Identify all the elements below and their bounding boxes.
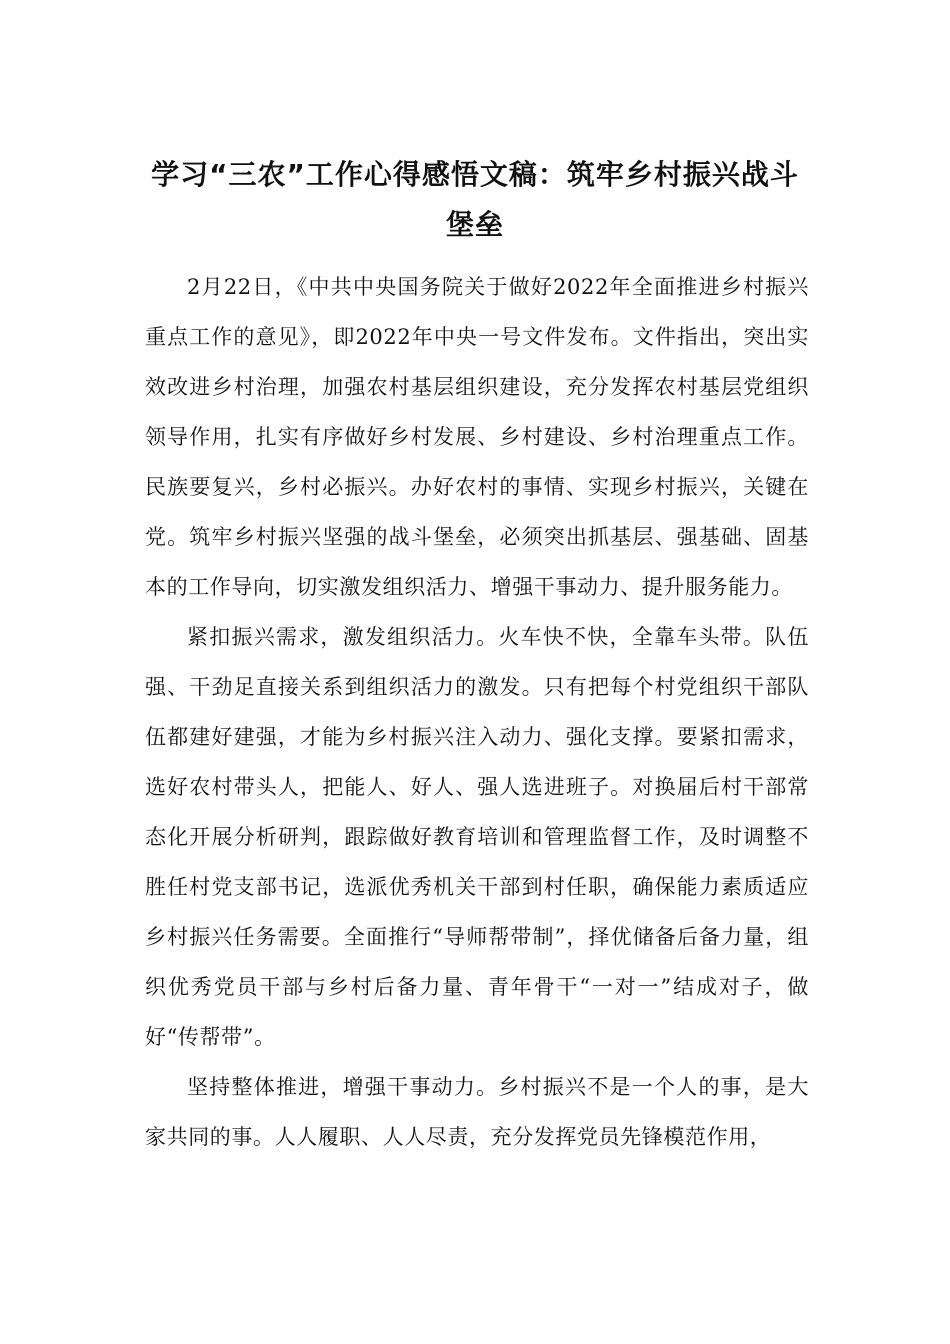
paragraph-3: 坚持整体推进，增强干事动力。乡村振兴不是一个人的事，是大家共同的事。人人履职、人人尽责，充分发挥党员先锋模范作用，: [145, 1075, 809, 1149]
paragraph-2: 紧扣振兴需求，激发组织活力。火车快不快，全靠车头带。队伍强、干劲足直接关系到组织活力的激发。只有把每个村党组织干部队伍都建好建强，才能为乡村振兴注入动力、强化支撑。要紧扣需求，选好农村带头人，把能人、好人、强人选进班子。对换届后村干部常态化开展分析研判，跟踪做好教育培训和管理监督工作，及时调整不胜任村党支部书记，选派优秀机关干部到村任职，确保能力素质适应乡村振兴任务需要。全面推行“导师帮带制”，择优储备后备力量，组织优秀党员干部与乡村后备力量、青年骨干“一对一”结成对子，做好“传帮带”。: [145, 625, 810, 1049]
document-title: 学习“三农”工作心得感悟文稿：筑牢乡村振兴战斗堡垒: [151, 158, 799, 241]
document-body: [145, 262, 809, 1162]
paragraph-1: 2月22日，《中共中央国务院关于做好2022年全面推进乡村振兴重点工作的意见》，即2022年中央一号文件发布。文件指出，突出实效改进乡村治理，加强农村基层组织建设，充分发挥农村基层党组织领导作用，扎实有序做好乡村发展、乡村建设、乡村治理重点工作。民族要复兴，乡村必振兴。办好农村的事情、实现乡村振兴，关键在党。筑牢乡村振兴坚强的战斗堡垒，必须突出抓基层、强基础、固基本的工作导向，切实激发组织活力、增强干事动力、提升服务能力。: [145, 275, 809, 599]
